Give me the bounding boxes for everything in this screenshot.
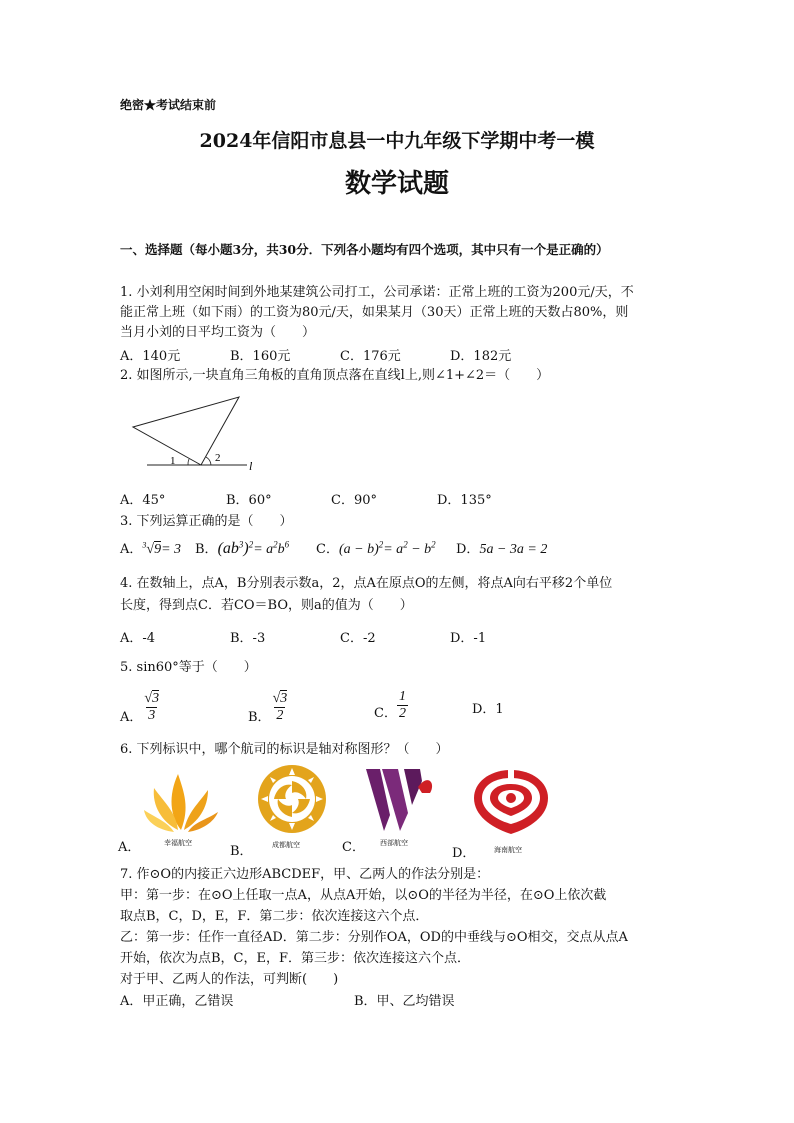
q5-b-num: 3 [280,691,288,706]
q3-option-a: A．$^3$√9= 3 [120,540,182,557]
q3-a-label: A． [120,542,143,557]
q6-caption-c: 西部航空 [380,839,408,847]
q4-option-a: A．-4 [120,631,156,646]
q3-c-rhs-exp1: 2 [403,539,408,550]
q6-option-c-label: C． [342,840,365,855]
q2-option-a: A．45° [120,493,166,508]
q5-option-a [120,683,161,725]
q5-c-num: 1 [398,689,406,704]
angle2-label: 2 [215,452,221,464]
q3-b-rhs-exp1: 2 [273,539,278,550]
angle1-label: 1 [170,455,176,467]
q1-line3: 当月小刘的日平均工资为（ ） [120,325,316,340]
q3-c-rhs-exp2: 2 [431,539,436,550]
q5-option-b [248,683,289,725]
exam-subtitle: 数学试题 [344,169,449,199]
q6-stem: 6. 下列标识中，哪个航司的标识是轴对称图形？（ ） [120,742,449,757]
q4-option-d: D．-1 [450,631,487,646]
q5-c-fraction [397,690,408,721]
q3-b-rhs-mid: b [277,542,285,557]
q7-line5: 开始，依次为点B，C，E，F．第三步：依次连接这六个点． [120,951,471,966]
q1-line2: 能正常上班（如下雨）的工资为80元/天，如果某月（30天）正常上班的天数占80%，则 [120,305,629,320]
q6-caption-b: 成都航空 [272,841,300,849]
line-l-label: l [249,459,253,473]
q3-a-root-index: 3 [142,540,147,550]
q7-option-b: B．甲、乙均错误 [354,994,455,1009]
q4-line1: 4. 在数轴上，点A，B分别表示数a，2，点A在原点O的左侧，将点A向右平移2个单位 [120,576,613,591]
confidential-mark: 绝密★考试结束前 [120,98,217,112]
q3-d-label: D． [456,542,480,557]
q5-b-fraction: $\frac{√3}{2}$ [272,691,288,723]
q2-option-d: D．135° [437,493,492,508]
q1-option-d: D．182元 [450,349,512,364]
section-heading: 一、选择题（每小题3分，共30分．下列各小题均有四个选项，其中只有一个是正确的） [120,242,609,257]
q4-option-c: C．-2 [340,631,376,646]
q3-c-lhs: (a − b) [338,542,379,557]
q7-line1: 7. 作⊙O的内接正六边形ABCDEF，甲、乙两人的作法分别是： [120,867,490,882]
angle2-arc [206,457,211,465]
q3-b-label: B． [195,542,218,557]
q6-option-b-label: B． [230,844,253,859]
chengdu-logo-icon [256,763,328,835]
angle1-arc [188,459,189,465]
q1-option-b: B．160元 [230,349,291,364]
western-logo-icon [364,765,436,835]
q7-line2: 甲：第一步：在⊙O上任取一点A，从点A开始，以⊙O的半径为半径，在⊙O上依次截 [120,888,607,903]
q7-line4: 乙：第一步：任作一直径AD．第二步：分别作OA，OD的中垂线与⊙O相交，交点从点A [120,930,628,945]
q5-b-label: B． [248,710,271,725]
hainan-logo-icon [470,766,552,838]
q3-c-rhs-mid: − b [407,542,432,557]
q2-stem: 2. 如图所示,一块直角三角板的直角顶点落在直线l上,则∠1+∠2＝（ ） [120,368,550,383]
q5-b-den: 2 [276,708,284,723]
q3-c-exp: 2 [378,539,384,550]
q3-b-rhs: = a [253,542,274,557]
q3-b-outer-exp: 2 [248,539,254,550]
q5-a-den: 3 [148,708,156,723]
q3-b-inner-exp: 3 [238,539,244,550]
q5-a-num: 3 [152,691,160,706]
q4-option-b: B．-3 [230,631,266,646]
xingfu-logo-icon [140,764,222,836]
q6-option-a-label: A． [118,840,141,855]
q7-line6: 对于甲、乙两人的作法，可判断( ) [120,972,339,987]
triangle-figure [125,390,265,475]
q3-stem: 3. 下列运算正确的是（ ） [120,514,293,529]
q4-line2: 长度，得到点C．若CO＝BO，则a的值为（ ） [120,598,413,613]
q6-caption-d: 海南航空 [494,846,522,854]
q6-caption-a: 幸福航空 [164,839,192,847]
q5-option-d: D．1 [472,702,504,717]
q7-line3: 取点B，C，D，E，F．第二步：依次连接这六个点． [120,909,429,924]
q3-d-expr: 5a − 3a = 2 [479,542,548,557]
q5-option-c [374,683,408,725]
q3-b-rhs-exp2: 6 [284,539,290,550]
q3-a-rhs: = 3 [161,542,182,557]
q2-option-b: B．60° [226,493,272,508]
q5-c-den: 2 [398,706,406,721]
q5-a-label: A． [120,710,143,725]
q1-option-a: A．140元 [120,349,181,364]
right-triangle [133,397,239,465]
q1-option-c: C．176元 [340,349,401,364]
q5-a-fraction: $\frac{√3}{3}$ [144,691,160,723]
q3-a-radicand: 9 [154,542,162,557]
q3-option-c [316,538,436,558]
q3-c-rhs: = a [383,542,404,557]
q3-option-d [456,538,547,558]
q2-option-c: C．90° [331,493,377,508]
q5-c-label: C． [374,706,397,721]
q3-b-close: ) [243,540,249,557]
q5-stem: 5. sin60°等于（ ） [120,660,257,675]
q3-option-b [195,538,289,558]
q6-option-d-label: D． [452,846,476,861]
q1-line1: 1. 小刘利用空闲时间到外地某建筑公司打工，公司承诺：正常上班的工资为200元/天，不 [120,285,634,300]
q7-option-a: A．甲正确，乙错误 [120,994,234,1009]
q3-c-label: C． [316,542,339,557]
q3-b-base: (ab [217,540,239,557]
exam-title: 2024年信阳市息县一中九年级下学期中考一模 [199,130,595,152]
